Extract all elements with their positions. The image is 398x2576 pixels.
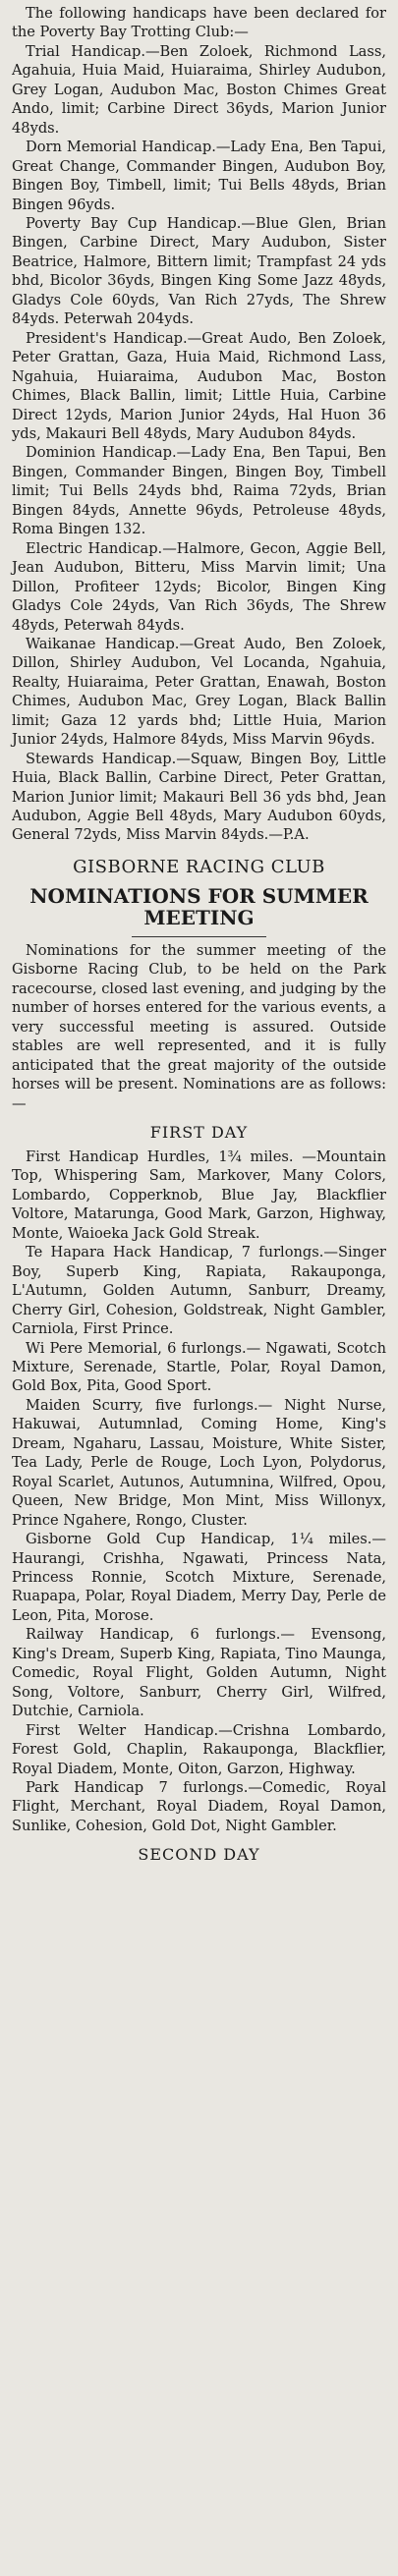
- poverty-bay-cup-handicap: Poverty Bay Cup Handicap.—Blue Glen, Brian Bingen, Carbine Direct, Mary Audubon, Sister Beatrice, Halmore, Bittern limit; Trampfast 24 yds bhd, Bicolor 36yds, Bingen King Some Jazz 48yds, Gladys Cole 60yds, Van Rich 27yds, The Shrew 84yds. Peterwah 204yds.: [12, 214, 386, 328]
- second-day-heading: SECOND DAY: [138, 1845, 260, 1865]
- waikanae-handicap: Waikanae Handicap.—Great Audo, Ben Zoloek, Dillon, Shirley Audubon, Vel Locanda, Ngahuia, Realty, Huiaraima, Peter Grattan, Enawah, Boston Chimes, Audubon Mac, Grey Logan, Black Ballin limit; Gaza 12 yards bhd; Little Huia, Marion Junior 24yds, Halmore 84yds, Miss Marvin 96yds.: [12, 635, 386, 749]
- event-entry: Wi Pere Memorial, 6 furlongs.— Ngawati, Scotch Mixture, Serenade, Startle, Polar, Royal Damon, Gold Box, Pita, Good Sport.: [12, 1339, 386, 1395]
- event-entry: Railway Handicap, 6 furlongs.— Evensong, King's Dream, Superb King, Rapiata, Tino Maunga, Comedic, Royal Flight, Golden Autumn, Night Song, Voltore, Sanburr, Cherry Girl, Wilfred, Dutchie, Carniola.: [12, 1626, 386, 1720]
- event-entry: Maiden Scurry, five furlongs.— Night Nurse, Hakuwai, Autumnlad, Coming Home, King's Dream, Ngaharu, Lassau, Moisture, White Sister, Tea Lady, Perle de Rouge, Loch Lyon, Polydorus, Royal Scarlet, Autunos, Autumnina, Wilfred, Opou, Queen, New Bridge, Mon Mint, Miss Willonyx, Prince Ngahere, Rongo, Cluster.: [12, 1396, 386, 1529]
- stewards-handicap: Stewards Handicap.—Squaw, Bingen Boy, Little Huia, Black Ballin, Carbine Direct, Peter Grattan, Marion Junior limit; Makauri Bell 36 yds bhd, Jean Audubon, Aggie Bell 48yds, Mary Audubon 60yds, General 72yds, Miss Marvin 84yds.—P.A.: [12, 750, 386, 844]
- nominations-intro: Nominations for the summer meeting of the Gisborne Racing Club, to be held on the Park racecourse, closed last evening, and judging by the number of horses entered for the various events, a very successful meeting is assured. Outside stables are well represented, and it is fully anticipated that the great majority of the outside horses will be present. Nominations are as follows:—: [12, 941, 386, 1112]
- event-entry: Gisborne Gold Cup Handicap, 1¼ miles.—Haurangi, Crishha, Ngawati, Princess Nata, Princess Ronnie, Scotch Mixture, Serenade, Ruapapa, Polar, Royal Diadem, Merry Day, Perle de Leon, Pita, Morose.: [12, 1531, 386, 1624]
- dorn-memorial-handicap: Dorn Memorial Handicap.—Lady Ena, Ben Tapui, Great Change, Commander Bingen, Audubon Boy, Bingen Boy, Timbell, limit; Tui Bells 48yds, Brian Bingen 96yds.: [12, 139, 386, 213]
- divider: [132, 936, 266, 937]
- presidents-handicap: President's Handicap.—Great Audo, Ben Zoloek, Peter Grattan, Gaza, Huia Maid, Richmond Lass, Ngahuia, Huiaraima, Audubon Mac, Boston Chimes, Black Ballin, limit; Little Huia, Carbine Direct 12yds, Marion Junior 24yds, Hal Huon 36 yds, Makauri Bell 48yds, Mary Audubon 84yds.: [12, 329, 386, 442]
- electric-handicap: Electric Handicap.—Halmore, Gecon, Aggie Bell, Jean Audubon, Bitteru, Miss Marvin limit; Una Dillon, Profiteer 12yds; Bicolor, Bingen King Gladys Cole 24yds, Van Rich 36yds, The Shrew 48yds, Peterwah 84yds.: [12, 539, 386, 634]
- event-entry: Park Handicap 7 furlongs.—Comedic, Royal Flight, Merchant, Royal Diadem, Royal Damon, Sunlike, Cohesion, Gold Dot, Night Gambler.: [12, 1778, 386, 1834]
- section-subheading: NOMINATIONS FOR SUMMER MEETING: [29, 883, 369, 929]
- trotting-handicaps-section: [12, 4, 386, 845]
- first-day-events: [12, 1148, 386, 1835]
- first-day-heading: FIRST DAY: [149, 1123, 249, 1143]
- event-entry: First Handicap Hurdles, 1¾ miles. —Mountain Top, Whispering Sam, Markover, Many Colors, Lombardo, Copperknob, Blue Jay, Blackflier Voltore, Matarunga, Good Mark, Garzon, Highway, Monte, Waioeka Jack Gold Streak.: [12, 1148, 386, 1242]
- trial-handicap: Trial Handicap.—Ben Zoloek, Richmond Lass, Agahuia, Huia Maid, Huiaraima, Shirley Audubon, Grey Logan, Audubon Mac, Boston Chimes Great Ando, limit; Carbine Direct 36yds, Marion Junior 48yds.: [12, 42, 386, 137]
- newspaper-column: [12, 0, 386, 1864]
- event-entry: First Welter Handicap.—Crishna Lombardo, Forest Gold, Chaplin, Rakauponga, Blackflier, Royal Diadem, Monte, Oiton, Garzon, Highway.: [12, 1721, 386, 1777]
- dominion-handicap: Dominion Handicap.—Lady Ena, Ben Tapui, Ben Bingen, Commander Bingen, Bingen Boy, Timbell limit; Tui Bells 24yds bhd, Raima 72yds, Brian Bingen 84yds, Annette 96yds, Petroleuse 48yds, Roma Bingen 132.: [12, 444, 386, 538]
- section-heading: GISBORNE RACING CLUB: [73, 856, 325, 877]
- trotting-intro: The following handicaps have been declared for the Poverty Bay Trotting Club:—: [12, 5, 386, 41]
- event-entry: Te Hapara Hack Handicap, 7 furlongs.—Singer Boy, Superb King, Rapiata, Rakauponga, L'Autumn, Golden Autumn, Sanburr, Dreamy, Cherry Girl, Cohesion, Goldstreak, Night Gambler, Carniola, First Prince.: [12, 1244, 386, 1338]
